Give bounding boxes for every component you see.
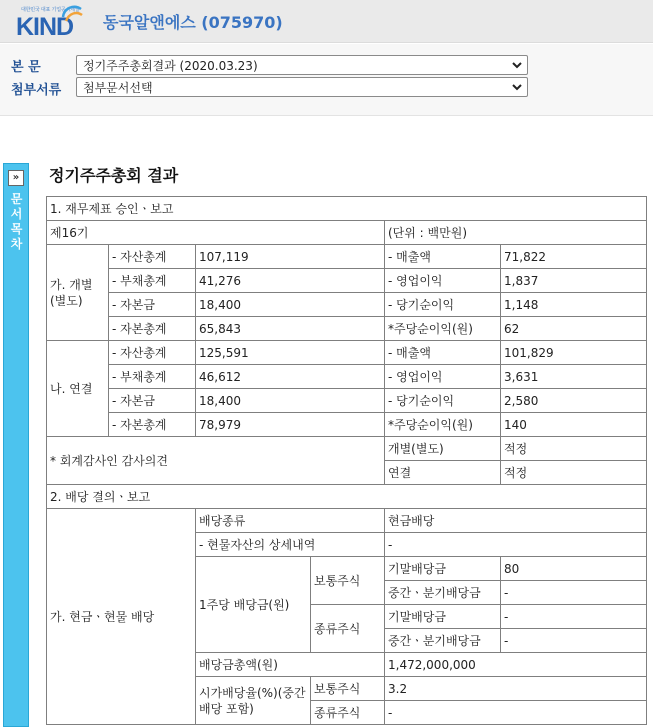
table-row bbox=[47, 341, 647, 365]
table-row bbox=[47, 197, 647, 221]
table-row bbox=[47, 317, 647, 341]
item-value: 적정 bbox=[501, 461, 647, 485]
table-row bbox=[47, 245, 647, 269]
item-label: - 자본금 bbox=[109, 293, 196, 317]
fiscal-period: 제16기 bbox=[47, 221, 385, 245]
table-row bbox=[47, 485, 647, 509]
table-row bbox=[47, 365, 647, 389]
table-row bbox=[47, 269, 647, 293]
item-label: 기말배당금 bbox=[385, 557, 501, 581]
item-label: 배당종류 bbox=[196, 509, 385, 533]
item-value: - bbox=[385, 701, 647, 725]
item-value: 3.2 bbox=[385, 677, 647, 701]
item-value: 현금배당 bbox=[385, 509, 647, 533]
item-label: *주당순이익(원) bbox=[385, 317, 501, 341]
item-label: 보통주식 bbox=[311, 677, 385, 701]
top-header bbox=[0, 0, 653, 43]
item-label: 중간ㆍ분기배당금 bbox=[385, 581, 501, 605]
item-label: - 자본금 bbox=[109, 389, 196, 413]
item-label: 중간ㆍ분기배당금 bbox=[385, 629, 501, 653]
table-row bbox=[47, 413, 647, 437]
item-value: 18,400 bbox=[196, 389, 385, 413]
unit-label: (단위 : 백만원) bbox=[385, 221, 647, 245]
item-value: 18,400 bbox=[196, 293, 385, 317]
separate-label: 가. 개별(별도) bbox=[47, 245, 109, 341]
item-label: - 자산총계 bbox=[109, 245, 196, 269]
toc-toggle-button[interactable]: » bbox=[8, 170, 24, 186]
item-label: - 매출액 bbox=[385, 245, 501, 269]
audit-opinion-label: * 회계감사인 감사의견 bbox=[47, 437, 385, 485]
item-label: 시가배당율(%)(중간배당 포함) bbox=[196, 677, 311, 725]
item-value: 71,822 bbox=[501, 245, 647, 269]
item-label: 보통주식 bbox=[311, 557, 385, 605]
item-value: 80 bbox=[501, 557, 647, 581]
toc-side-tab[interactable] bbox=[3, 163, 29, 727]
chevron-down-icon bbox=[511, 81, 523, 93]
item-label: 1주당 배당금(원) bbox=[196, 557, 311, 653]
item-value: 62 bbox=[501, 317, 647, 341]
document-selector-bar bbox=[0, 44, 653, 116]
consolidated-label: 나. 연결 bbox=[47, 341, 109, 437]
item-value: 65,843 bbox=[196, 317, 385, 341]
company-title: 동국알앤에스 (075970) bbox=[103, 13, 283, 32]
dividend-label: 가. 현금ㆍ현물 배당 bbox=[47, 509, 196, 725]
item-value: 1,837 bbox=[501, 269, 647, 293]
table-row bbox=[47, 293, 647, 317]
main-doc-select[interactable] bbox=[76, 55, 528, 75]
item-value: 78,979 bbox=[196, 413, 385, 437]
main-doc-label: 본 문 bbox=[11, 60, 41, 75]
report-table bbox=[46, 196, 647, 725]
attachment-label: 첨부서류 bbox=[11, 83, 62, 98]
item-value: 1,148 bbox=[501, 293, 647, 317]
item-label: - 당기순이익 bbox=[385, 389, 501, 413]
main-doc-selected: 정기주주총회결과 (2020.03.23) bbox=[83, 59, 258, 73]
item-label: - 현물자산의 상세내역 bbox=[196, 533, 385, 557]
item-value: 107,119 bbox=[196, 245, 385, 269]
logo-text: KIND bbox=[16, 13, 74, 41]
item-value: 1,472,000,000 bbox=[385, 653, 647, 677]
table-row bbox=[47, 437, 647, 461]
document-title: 정기주주총회 결과 bbox=[49, 166, 179, 185]
item-label: - 당기순이익 bbox=[385, 293, 501, 317]
item-value: - bbox=[385, 533, 647, 557]
item-label: 종류주식 bbox=[311, 605, 385, 653]
chevron-down-icon bbox=[511, 59, 523, 71]
item-value: 41,276 bbox=[196, 269, 385, 293]
item-label: 기말배당금 bbox=[385, 605, 501, 629]
item-value: 3,631 bbox=[501, 365, 647, 389]
item-label: - 매출액 bbox=[385, 341, 501, 365]
item-label: - 영업이익 bbox=[385, 269, 501, 293]
item-value: - bbox=[501, 581, 647, 605]
item-label: 배당금총액(원) bbox=[196, 653, 385, 677]
item-value: 46,612 bbox=[196, 365, 385, 389]
table-row bbox=[47, 389, 647, 413]
item-value: - bbox=[501, 605, 647, 629]
kind-logo[interactable] bbox=[14, 3, 84, 39]
item-value: 101,829 bbox=[501, 341, 647, 365]
item-label: - 자본총계 bbox=[109, 317, 196, 341]
item-label: - 자산총계 bbox=[109, 341, 196, 365]
item-label: - 자본총계 bbox=[109, 413, 196, 437]
attachment-select[interactable] bbox=[76, 77, 528, 97]
item-value: 적정 bbox=[501, 437, 647, 461]
item-value: 140 bbox=[501, 413, 647, 437]
logo-tagline: 대한민국 대표 기업공시채널 bbox=[21, 7, 80, 13]
item-value: 2,580 bbox=[501, 389, 647, 413]
item-label: 연결 bbox=[385, 461, 501, 485]
item-value: 125,591 bbox=[196, 341, 385, 365]
section-2-title: 2. 배당 결의ㆍ보고 bbox=[47, 485, 647, 509]
section-1-title: 1. 재무제표 승인ㆍ보고 bbox=[47, 197, 647, 221]
item-label: *주당순이익(원) bbox=[385, 413, 501, 437]
item-label: 종류주식 bbox=[311, 701, 385, 725]
item-value: - bbox=[501, 629, 647, 653]
item-label: - 부채총계 bbox=[109, 269, 196, 293]
logo-swoosh-icon bbox=[60, 3, 84, 25]
attachment-selected: 첨부문서선택 bbox=[83, 81, 153, 95]
item-label: - 부채총계 bbox=[109, 365, 196, 389]
table-row bbox=[47, 509, 647, 533]
toc-label: 문서목차 bbox=[10, 192, 23, 251]
item-label: - 영업이익 bbox=[385, 365, 501, 389]
table-row bbox=[47, 221, 647, 245]
item-label: 개별(별도) bbox=[385, 437, 501, 461]
